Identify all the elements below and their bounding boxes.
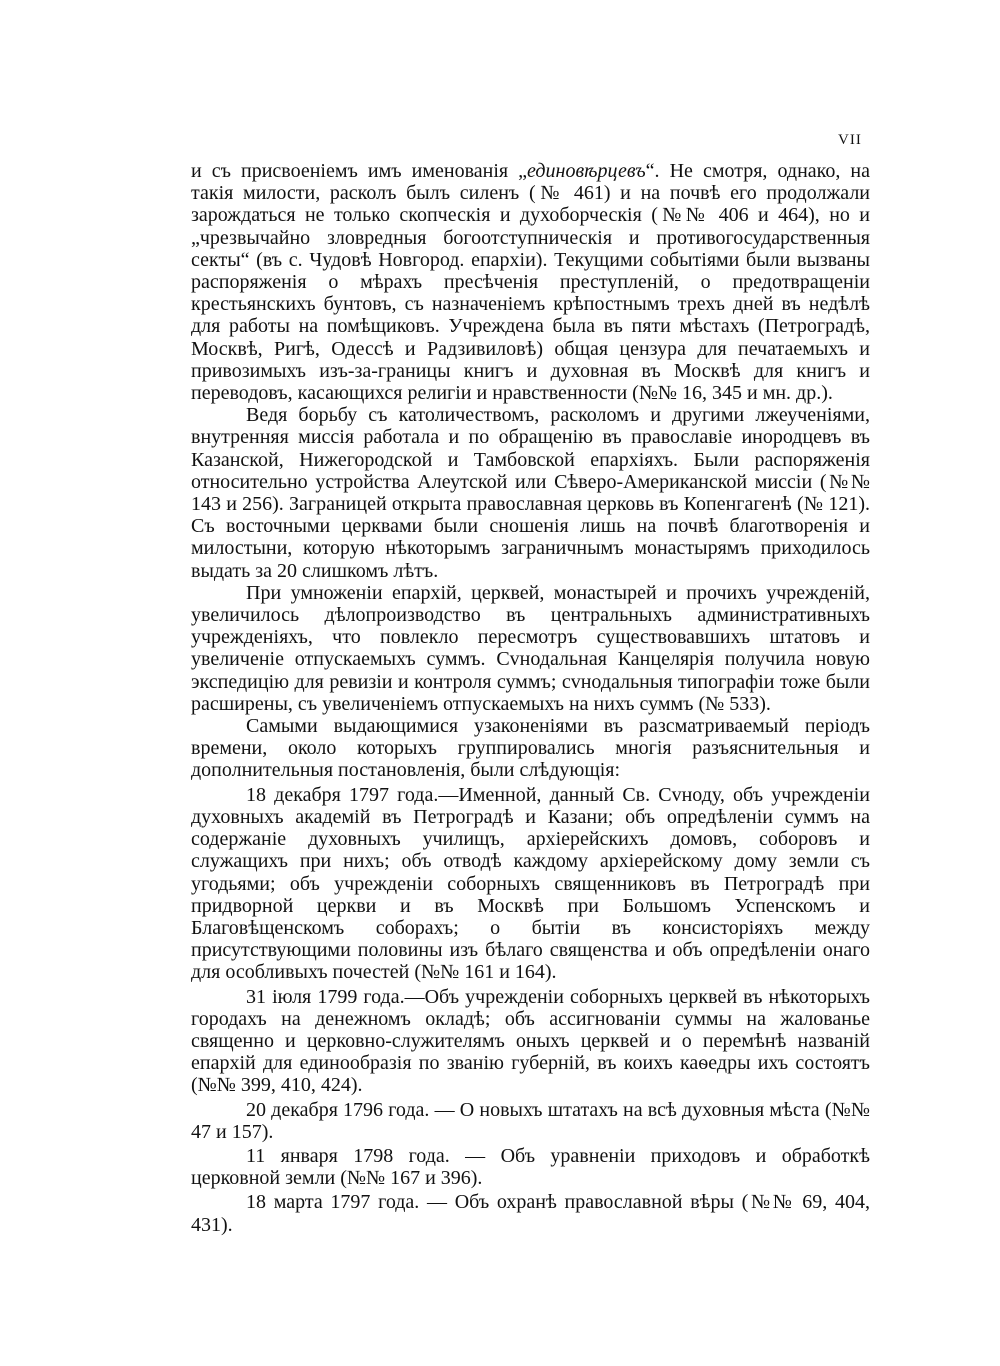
decree-1797-03-18: 18 марта 1797 года. — Объ охранѣ православной вѣры (№№ 69, 404, 431).: [191, 1191, 870, 1236]
paragraph-2: Ведя борьбу съ католичествомъ, расколомъ и другими лжеученіями, внутренняя миссія работала и по обращенію въ православіе инородцевъ въ Казанской, Нижегородской и Тамбовской епархіяхъ. Были распоряженія относительно устройства Алеутской или Сѣверо-Американской миссіи (№№ 143 и 256). Заграницей открыта православная церковь въ Копенгагенѣ (№ 121). Съ восточными церквами были сношенія лишь на почвѣ благотворенія и милостыни, которую нѣкоторымъ заграничнымъ монастырямъ приходилось выдать за 20 слишкомъ лѣтъ.: [191, 404, 870, 582]
decree-1799-07-31: 31 іюля 1799 года.—Объ учрежденіи соборныхъ церквей въ нѣкоторыхъ городахъ на денежномъ окладѣ; объ ассигнованіи суммы на жалованье священно и церковно-служителямъ оныхъ церквей и о перемѣнѣ названій епархій для единообразія по званію губерній, въ коихъ каѳедры ихъ состоятъ (№№ 399, 410, 424).: [191, 985, 870, 1097]
paragraph-1: [191, 160, 870, 404]
paragraph-3: При умноженіи епархій, церквей, монастырей и прочихъ учрежденій, увеличилось дѣлопроизводство въ центральныхъ административныхъ учрежденіяхъ, что повлекло пересмотръ существовавшихъ штатовъ и увеличеніе отпускаемыхъ суммъ. Сvнодальная Канцелярія получила новую экспедицію для ревизіи и контроля суммъ; сvнодальныя типографіи тоже были расширены, съ увеличеніемъ отпускаемыхъ на нихъ суммъ (№ 533).: [191, 581, 870, 715]
page-number: VII: [838, 132, 862, 148]
paragraph-1-part1: и съ присвоеніемъ имъ именованія „: [191, 160, 528, 182]
paragraph-1-part2: “. Не смотря, однако, на такія милости, расколъ былъ силенъ (№ 461) и на почвѣ его продолжали зарождаться не только скопческія и духоборческія (№№ 406 и 464), но и „чрезвычайно зловредныя богоотступническія и противогосударственныя секты“ (въ с. Чудовѣ Новгород. епархіи). Текущими событіями были вызваны распоряженія о мѣрахъ пресѣченія преступленій, о предотвращеніи крестьянскихъ бунтовъ, съ назначеніемъ крѣпостнымъ трехъ дней въ недѣлѣ для работы на помѣщиковъ. Учреждена была въ пяти мѣстахъ (Петроградѣ, Москвѣ, Ригѣ, Одессѣ и Радзивиловѣ) общая цензура для печатаемыхъ и привозимыхъ изъ-за-границы книгъ и духовная въ Москвѣ для книгъ и переводовъ, касающихся религіи и нравственности (№№ 16, 345 и мн. др.).: [191, 160, 870, 405]
body-text: [191, 160, 870, 1236]
decree-1796-12-20: 20 декабря 1796 года. — О новыхъ штатахъ на всѣ духовныя мѣста (№№ 47 и 157).: [191, 1098, 870, 1143]
paragraph-4: Самыми выдающимися узаконеніями въ разсматриваемый періодъ времени, около которыхъ группировались многія разъяснительныя и дополнительныя постановленія, были слѣдующія:: [191, 715, 870, 782]
paragraph-1-italic-term: единовѣрцевъ: [527, 160, 646, 182]
decree-1798-01-11: 11 января 1798 года. — Объ уравненіи приходовъ и обработкѣ церковной земли (№№ 167 и 396).: [191, 1144, 870, 1190]
decree-1797-12-18: 18 декабря 1797 года.—Именной, данный Св. Сvноду, объ учрежденіи духовныхъ академій въ Петроградѣ и Казани; объ опредѣленіи суммъ на содержаніе духовныхъ училищъ, архіерейскихъ домовъ, соборовъ и служащихъ при нихъ; объ отводѣ каждому архіерейскому дому земли съ угодьями; объ учрежденіи соборныхъ священниковъ въ Петроградѣ при придворной церкви и въ Москвѣ при Большомъ Успенскомъ и Благовѣщенскомъ соборахъ; о бытіи въ консисторіяхъ между присутствующими половины изъ бѣлаго священства и объ опредѣленіи онаго для особливыхъ почестей (№№ 161 и 164).: [191, 783, 870, 984]
